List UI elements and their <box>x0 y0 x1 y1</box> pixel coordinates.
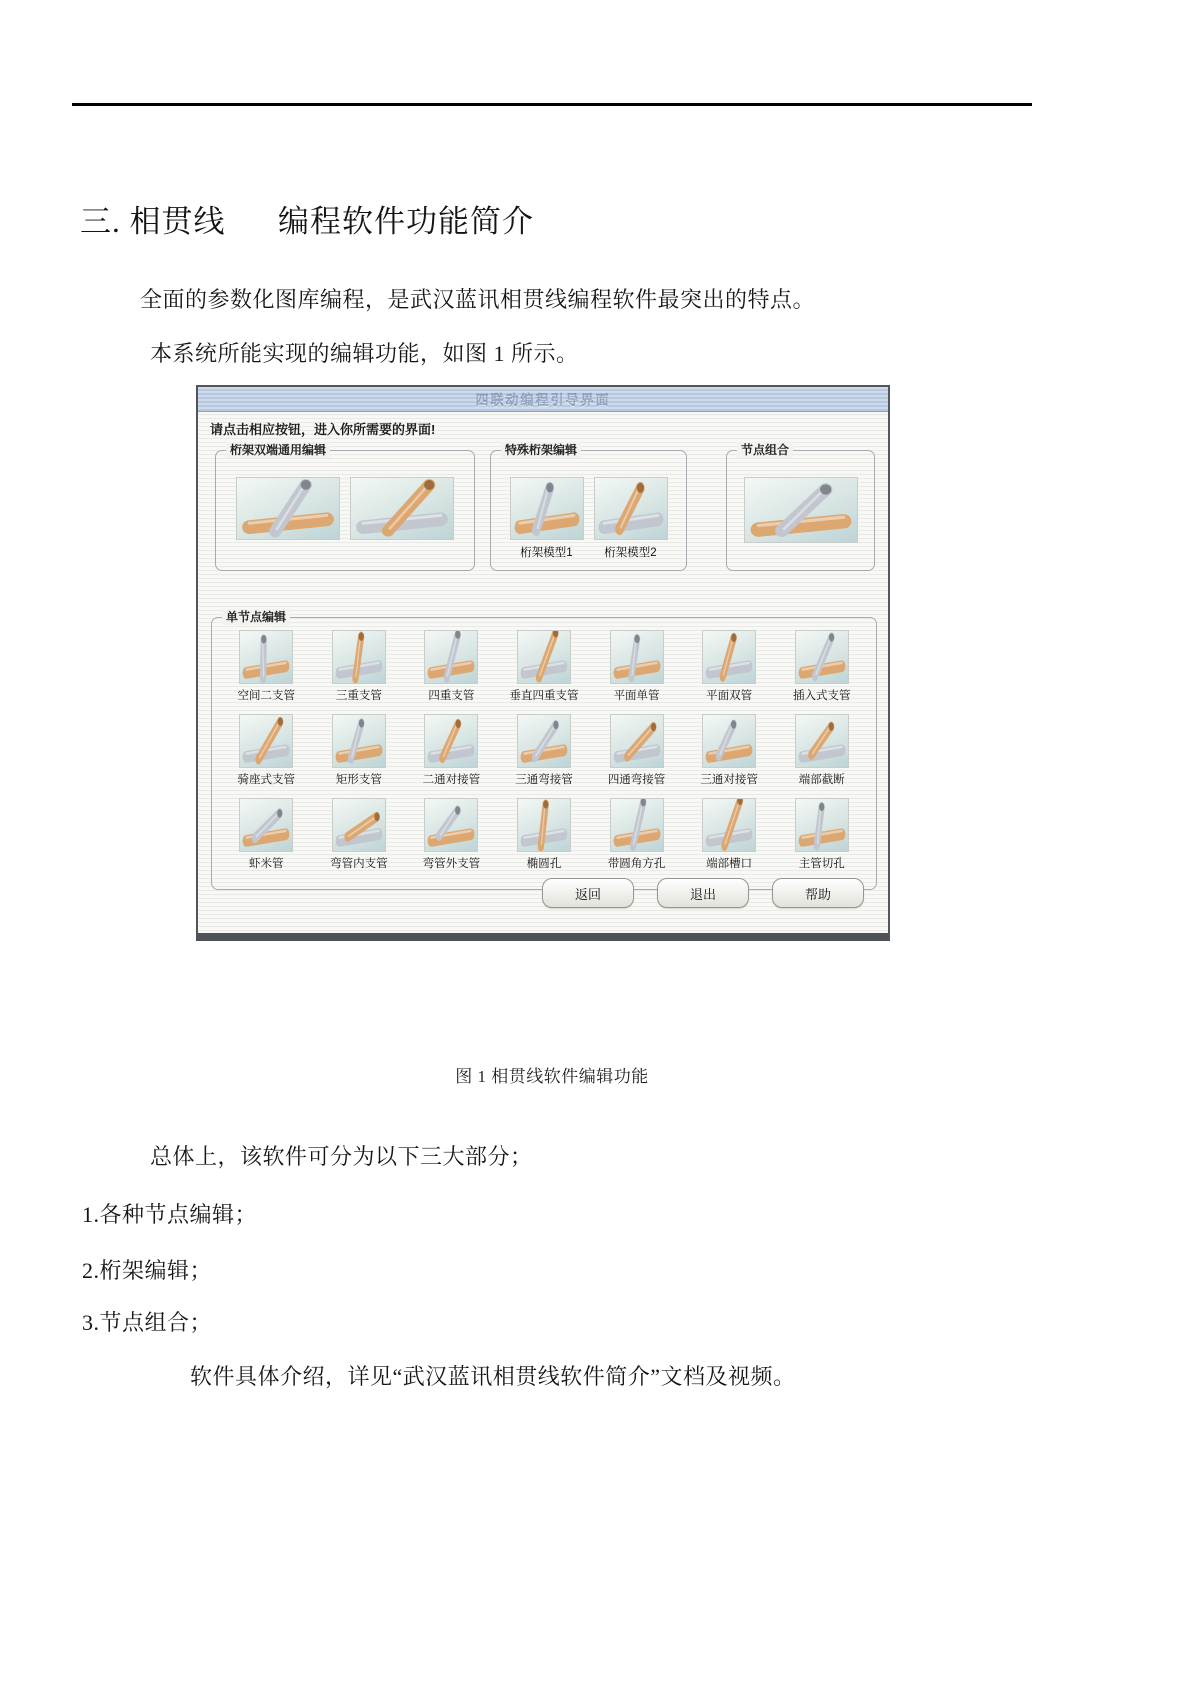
truss-general-left-thumb-icon[interactable] <box>236 477 340 540</box>
single-node-item[interactable] <box>405 630 498 714</box>
single-node-label: 矩形支管 <box>335 774 382 786</box>
single-node-grid <box>220 630 868 883</box>
list-item-3: 3.节点组合； <box>82 1310 213 1335</box>
single-node-item[interactable] <box>498 714 591 798</box>
pipe-joint-icon[interactable] <box>424 714 478 768</box>
single-node-label: 弯管内支管 <box>330 858 388 870</box>
single-node-label: 端部槽口 <box>706 858 753 870</box>
truss-model1-label: 桁架模型1 <box>520 547 573 559</box>
paragraph-figure-ref: 本系统所能实现的编辑功能，如图 1 所示。 <box>150 341 579 366</box>
single-node-item[interactable] <box>313 798 406 882</box>
group-node-combine-label: 节点组合 <box>737 442 793 458</box>
pipe-joint-icon[interactable] <box>702 798 756 852</box>
single-node-label: 弯管外支管 <box>422 858 481 870</box>
figure-dialog-screenshot <box>196 385 890 941</box>
single-node-item[interactable] <box>220 714 313 798</box>
dialog-button-row <box>198 878 888 912</box>
single-node-item[interactable] <box>775 630 868 714</box>
pipe-joint-icon[interactable] <box>517 714 571 768</box>
single-node-label: 端部截断 <box>798 774 845 786</box>
group-single-node <box>211 610 877 890</box>
pipe-joint-icon[interactable] <box>239 714 293 768</box>
single-node-label: 空间二支管 <box>237 690 296 702</box>
single-node-item[interactable] <box>405 798 498 882</box>
single-node-label: 三重支管 <box>335 690 382 702</box>
node-combine-thumb-icon[interactable] <box>744 477 858 543</box>
single-node-label: 四重支管 <box>428 690 475 702</box>
single-node-item[interactable] <box>775 714 868 798</box>
pipe-joint-icon[interactable] <box>332 630 386 684</box>
single-node-item[interactable] <box>590 798 683 882</box>
dialog-prompt: 请点击相应按钮，进入你所需要的界面! <box>210 422 436 437</box>
dialog-title: 四联动编程引导界面 <box>475 392 611 408</box>
single-node-label: 平面单管 <box>613 690 660 702</box>
single-node-item[interactable] <box>313 630 406 714</box>
single-node-item[interactable] <box>220 798 313 882</box>
pipe-joint-icon[interactable] <box>795 798 849 852</box>
pipe-joint-icon[interactable] <box>610 798 664 852</box>
pipe-joint-icon[interactable] <box>424 630 478 684</box>
list-item-1: 1.各种节点编辑； <box>82 1202 258 1227</box>
single-node-item[interactable] <box>220 630 313 714</box>
paragraph-intro: 全面的参数化图库编程，是武汉蓝讯相贯线编程软件最突出的特点。 <box>140 287 816 312</box>
exit-button[interactable]: 退出 <box>657 878 749 908</box>
single-node-label: 骑座式支管 <box>237 774 296 786</box>
truss-model1-thumb-icon[interactable] <box>510 477 584 540</box>
single-node-item[interactable] <box>590 630 683 714</box>
single-node-label: 三通对接管 <box>700 774 758 786</box>
single-node-item[interactable] <box>683 714 776 798</box>
figure-caption: 图 1 相贯线软件编辑功能 <box>455 1067 649 1086</box>
pipe-joint-icon[interactable] <box>239 798 293 852</box>
truss-model2-thumb-icon[interactable] <box>594 477 668 540</box>
single-node-item[interactable] <box>683 798 776 882</box>
list-item-2: 2.桁架编辑； <box>82 1258 213 1283</box>
group-truss-special <box>490 443 687 571</box>
back-button[interactable]: 返回 <box>542 878 634 908</box>
pipe-joint-icon[interactable] <box>610 714 664 768</box>
truss-general-right-thumb-icon[interactable] <box>350 477 454 540</box>
single-node-item[interactable] <box>498 630 591 714</box>
pipe-joint-icon[interactable] <box>795 714 849 768</box>
paragraph-summary: 总体上，该软件可分为以下三大部分； <box>150 1144 533 1169</box>
single-node-label: 虾米管 <box>249 858 284 870</box>
dialog-body <box>198 412 888 933</box>
single-node-label: 四通弯接管 <box>607 774 666 786</box>
single-node-item[interactable] <box>313 714 406 798</box>
pipe-joint-icon[interactable] <box>795 630 849 684</box>
single-node-item[interactable] <box>775 798 868 882</box>
pipe-joint-icon[interactable] <box>239 630 293 684</box>
pipe-joint-icon[interactable] <box>610 630 664 684</box>
group-truss-general <box>215 443 475 571</box>
group-truss-special-label: 特殊桁架编辑 <box>501 442 581 458</box>
group-single-node-label: 单节点编辑 <box>222 609 290 625</box>
single-node-label: 主管切孔 <box>798 858 845 870</box>
paragraph-closing: 软件具体介绍，详见“武汉蓝讯相贯线软件简介”文档及视频。 <box>190 1364 796 1389</box>
dialog-titlebar <box>198 387 888 412</box>
pipe-joint-icon[interactable] <box>332 798 386 852</box>
section-heading: 三. 相贯线 编程软件功能简介 <box>80 204 534 239</box>
pipe-joint-icon[interactable] <box>702 630 756 684</box>
single-node-item[interactable] <box>590 714 683 798</box>
truss-model2-label: 桁架模型2 <box>604 547 657 559</box>
group-node-combine <box>726 443 875 571</box>
help-button[interactable]: 帮助 <box>772 878 864 908</box>
group-truss-general-label: 桁架双端通用编辑 <box>226 442 330 458</box>
single-node-label: 插入式支管 <box>792 690 851 702</box>
single-node-label: 椭圆孔 <box>526 858 562 870</box>
single-node-label: 带圆角方孔 <box>607 858 666 870</box>
single-node-item[interactable] <box>498 798 591 882</box>
header-rule <box>72 103 1032 106</box>
single-node-label: 三通弯接管 <box>515 774 573 786</box>
pipe-joint-icon[interactable] <box>517 798 571 852</box>
single-node-label: 二通对接管 <box>422 774 481 786</box>
pipe-joint-icon[interactable] <box>424 798 478 852</box>
single-node-item[interactable] <box>683 630 776 714</box>
single-node-label: 垂直四重支管 <box>509 690 579 702</box>
pipe-joint-icon[interactable] <box>332 714 386 768</box>
pipe-joint-icon[interactable] <box>517 630 571 684</box>
pipe-joint-icon[interactable] <box>702 714 756 768</box>
single-node-label: 平面双管 <box>706 690 753 702</box>
single-node-item[interactable] <box>405 714 498 798</box>
